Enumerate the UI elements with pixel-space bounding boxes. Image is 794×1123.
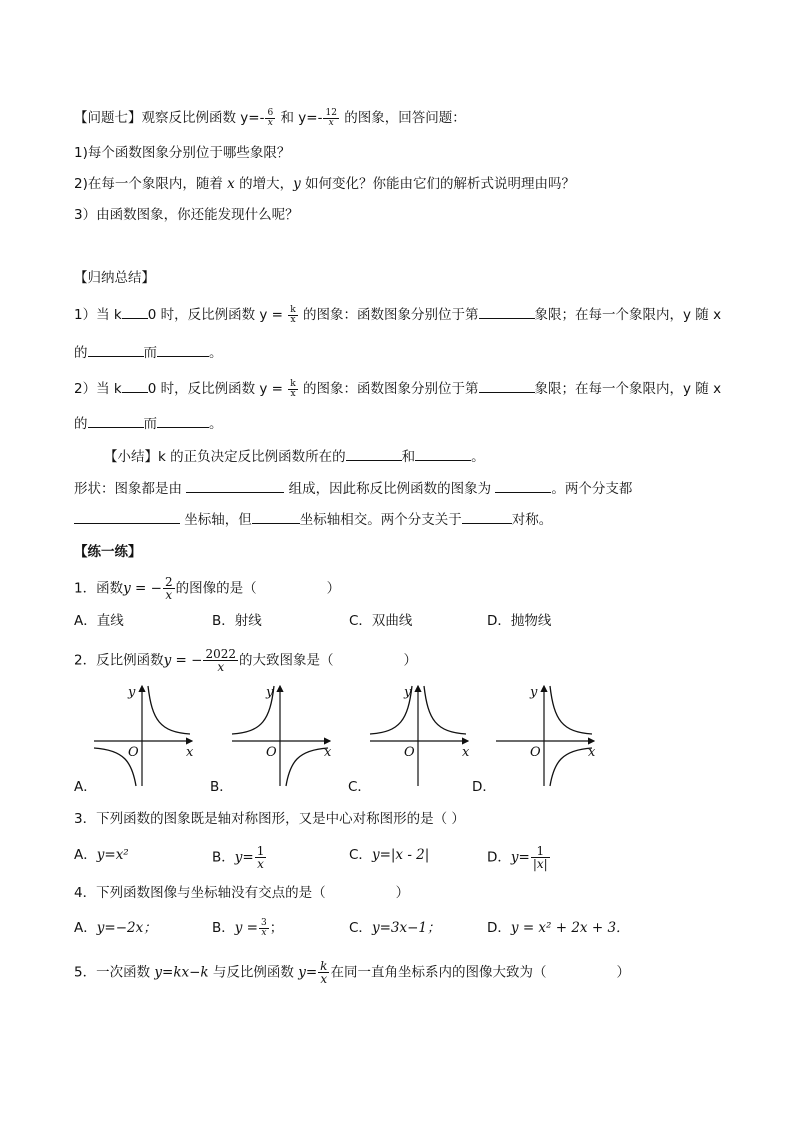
blank[interactable] bbox=[122, 304, 148, 319]
blank[interactable] bbox=[346, 446, 402, 461]
curve-branch bbox=[286, 748, 328, 786]
summary-heading: 【归纳总结】 bbox=[74, 270, 155, 286]
q4-option-a[interactable]: A．y=−2x； bbox=[74, 920, 157, 936]
problem7-question-3: 3）由函数图象，你还能发现什么呢？ bbox=[74, 207, 299, 223]
x-axis-label: x bbox=[588, 745, 596, 760]
fraction-6-over-x: $\frac{6}{x}$ bbox=[267, 107, 274, 128]
q2-option-c-label[interactable]: C． bbox=[348, 779, 371, 795]
fraction-k-over-x: $\frac{k}{x}$ bbox=[290, 378, 296, 399]
blank[interactable] bbox=[495, 478, 551, 493]
practice-q2: 2．反比例函数y = − $\frac{2022}{x}$ 的大致图象是（ ） bbox=[74, 647, 417, 674]
q1-option-c[interactable]: C．双曲线 bbox=[349, 613, 413, 629]
blank[interactable] bbox=[74, 509, 180, 524]
blank[interactable] bbox=[252, 509, 300, 524]
x-axis-label: x bbox=[462, 745, 470, 760]
practice-heading: 【练一练】 bbox=[74, 544, 142, 560]
q2-option-a-label[interactable]: A． bbox=[74, 779, 97, 795]
problem7-text-1: 【问题七】观察反比例函数 y=- bbox=[74, 110, 265, 126]
graph-option-b[interactable] bbox=[228, 680, 338, 790]
problem7-text-2: 和 y=- bbox=[280, 110, 323, 126]
curve-branch bbox=[148, 686, 190, 734]
q2-option-b-label[interactable]: B． bbox=[210, 779, 233, 795]
fraction-k-over-x: $\frac{k}{x}$ bbox=[290, 304, 296, 325]
origin-label: O bbox=[404, 745, 415, 760]
y-axis-label: y bbox=[530, 685, 538, 700]
q1-option-b[interactable]: B．射线 bbox=[212, 613, 262, 629]
problem7-question-2: 2)在每一个象限内，随着 x 的增大，y 如何变化？你能由它们的解析式说明理由吗？ bbox=[74, 176, 576, 192]
fraction-2022-over-x: $\frac{2022}{x}$ bbox=[205, 647, 236, 674]
graph-option-a[interactable] bbox=[90, 680, 200, 790]
q3-option-c[interactable]: C．y=|x - 2| bbox=[349, 847, 430, 863]
fraction-k-over-x: $\frac{k}{x}$ bbox=[320, 959, 328, 986]
blank[interactable] bbox=[88, 342, 144, 357]
summary-line-3: 2）当 k 0 时，反比例函数 y = $\frac{k}{x}$ 的图象：函数图象分别位于第 象限；在每一个象限内，y 随 x bbox=[74, 378, 722, 399]
q3-option-a[interactable]: A．y=x² bbox=[74, 847, 129, 863]
curve-branch bbox=[550, 686, 592, 734]
blank[interactable] bbox=[157, 342, 209, 357]
fraction-1-over-x: $\frac{1}{x}$ bbox=[256, 844, 265, 871]
y-axis-label: y bbox=[128, 685, 136, 700]
problem7-question-1: 1)每个函数图象分别位于哪些象限？ bbox=[74, 145, 291, 161]
blank[interactable] bbox=[462, 509, 512, 524]
blank[interactable] bbox=[88, 413, 144, 428]
q2-option-d-label[interactable]: D． bbox=[472, 779, 496, 795]
blank[interactable] bbox=[157, 413, 209, 428]
x-axis-label: x bbox=[324, 745, 332, 760]
y-axis-label: y bbox=[266, 685, 274, 700]
q3-option-b[interactable]: B．y= $\frac{1}{x}$ bbox=[212, 844, 265, 871]
q3-option-d[interactable]: D．y= $\frac{1}{|x|}$ bbox=[487, 844, 548, 871]
summary-line-1: 1）当 k 0 时，反比例函数 y = $\frac{k}{x}$ 的图象：函数图象分别位于第 象限；在每一个象限内，y 随 x bbox=[74, 304, 722, 325]
practice-q1: 1．函数y = − $\frac{2}{x}$ 的图像的是（ ） bbox=[74, 575, 341, 602]
problem7-title bbox=[74, 108, 466, 128]
fraction-12-over-x: $\frac{12}{x}$ bbox=[325, 107, 337, 128]
blank[interactable] bbox=[479, 378, 535, 393]
graph-option-c[interactable] bbox=[366, 680, 476, 790]
origin-label: O bbox=[266, 745, 277, 760]
fraction-1-over-abs-x: $\frac{1}{|x|}$ bbox=[532, 844, 548, 871]
curve-branch bbox=[424, 686, 466, 734]
q4-option-d[interactable]: D．y = x² + 2x + 3． bbox=[487, 920, 630, 936]
graph-option-d[interactable] bbox=[492, 680, 602, 790]
practice-q3: 3．下列函数的图象既是轴对称图形，又是中心对称图形的是（ ） bbox=[74, 811, 465, 827]
blank[interactable] bbox=[479, 304, 535, 319]
fraction-2-over-x: $\frac{2}{x}$ bbox=[164, 575, 173, 602]
summary-shape-line-2: 坐标轴，但 坐标轴相交。两个分支关于 对称。 bbox=[74, 509, 552, 530]
x-axis-label: x bbox=[186, 745, 194, 760]
q4-option-b[interactable]: B．y = $\frac{3}{x}$ ； bbox=[212, 917, 284, 938]
blank[interactable] bbox=[186, 478, 284, 493]
q1-option-d[interactable]: D．抛物线 bbox=[487, 613, 552, 629]
practice-q5: 5．一次函数 y=kx−k 与反比例函数 y= $\frac{k}{x}$ 在同一直角坐标系内的图像大致为（ ） bbox=[74, 959, 630, 986]
origin-label: O bbox=[128, 745, 139, 760]
blank[interactable] bbox=[415, 446, 471, 461]
origin-label: O bbox=[530, 745, 541, 760]
problem7-text-3: 的图象，回答问题： bbox=[344, 110, 466, 126]
summary-shape-line-1: 形状：图象都是由 组成，因此称反比例函数的图象为 。两个分支都 bbox=[74, 478, 632, 499]
summary-line-4: 的 而 。 bbox=[74, 413, 223, 434]
practice-q4: 4．下列函数图像与坐标轴没有交点的是（ ） bbox=[74, 885, 410, 901]
y-axis-label: y bbox=[404, 685, 412, 700]
summary-conclusion: 【小结】k 的正负决定反比例函数所在的 和 。 bbox=[104, 446, 485, 467]
summary-line-2: 的 而 。 bbox=[74, 342, 223, 363]
fraction-3-over-x: $\frac{3}{x}$ bbox=[261, 917, 267, 938]
q1-option-a[interactable]: A．直线 bbox=[74, 613, 124, 629]
q4-option-c[interactable]: C．y=3x−1； bbox=[349, 920, 441, 936]
blank[interactable] bbox=[122, 378, 148, 393]
curve-branch bbox=[550, 748, 592, 786]
